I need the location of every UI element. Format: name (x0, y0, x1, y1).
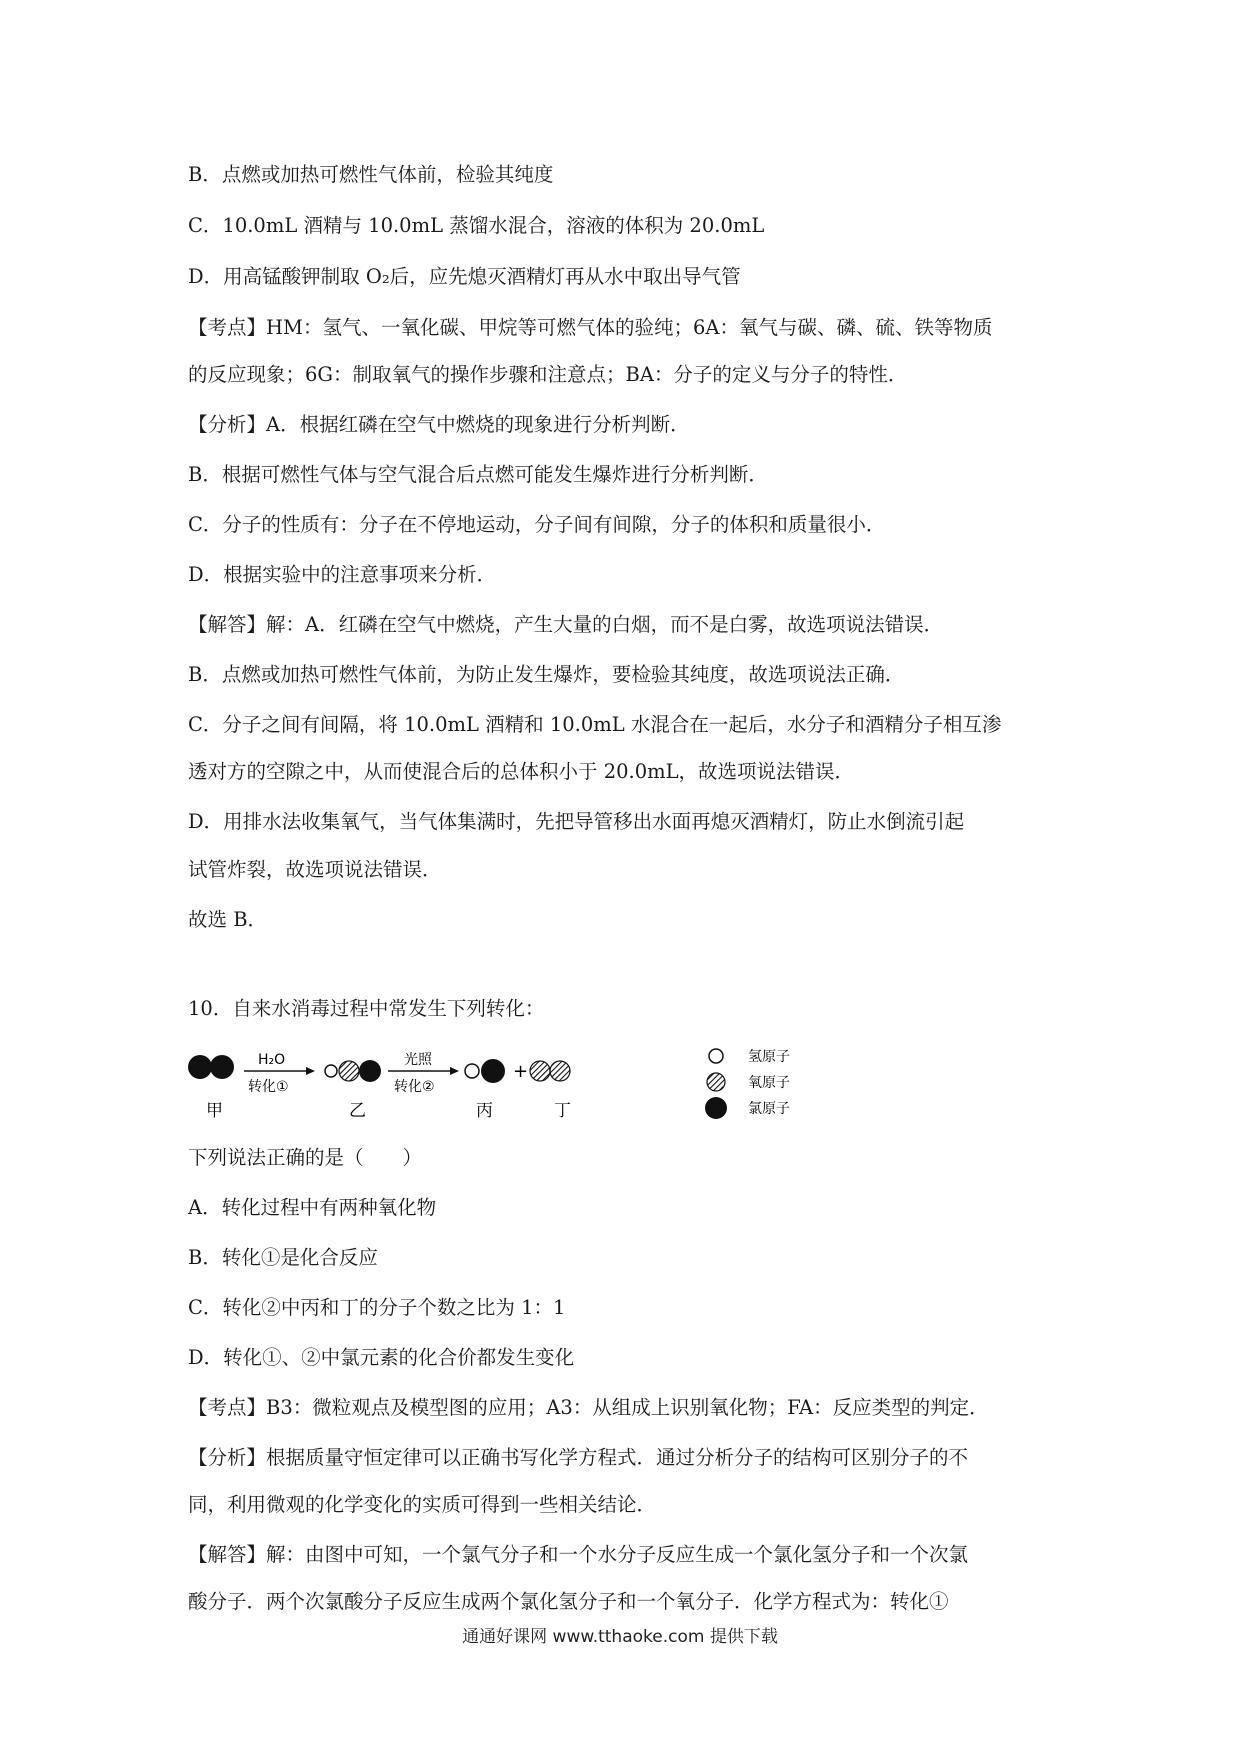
arrow2-top-label: 光照 (404, 1052, 432, 1068)
text-line: 酸分子．两个次氯酸分子反应生成两个氯化氢分子和一个氧分子．化学方程式为：转化① (188, 1590, 949, 1613)
legend-hydrogen: 氢原子 (748, 1049, 790, 1065)
text-line: 透对方的空隙之中，从而使混合后的总体积小于 20.0mL，故选项说法错误． (188, 760, 855, 783)
text-line: 【解答】解：由图中可知，一个氯气分子和一个水分子反应生成一个氯化氢分子和一个次氯 (188, 1543, 969, 1566)
legend (705, 1049, 790, 1119)
label-bing: 丙 (476, 1101, 493, 1120)
text-line: 下列说法正确的是（ ） (188, 1146, 423, 1169)
reaction-diagram (188, 1044, 828, 1120)
text-line: C．10.0mL 酒精与 10.0mL 蒸馏水混合，溶液的体积为 20.0mL (188, 214, 765, 237)
molecule-yi (325, 1060, 381, 1082)
arrow-1 (244, 1067, 315, 1075)
text-line: 故选 B． (188, 908, 268, 931)
text-line: 【分析】A．根据红磷在空气中燃烧的现象进行分析判断． (188, 413, 690, 436)
text-line: C．分子的性质有：分子在不停地运动，分子间有间隙，分子的体积和质量很小． (188, 513, 886, 536)
text-line: D．根据实验中的注意事项来分析． (188, 563, 497, 586)
option-b: B．转化①是化合反应 (188, 1246, 378, 1269)
page-footer: 通通好课网 www.tthaoke.com 提供下载 (462, 1627, 778, 1647)
text-line: B．点燃或加热可燃性气体前，为防止发生爆炸，要检验其纯度，故选项说法正确． (188, 663, 905, 686)
arrow1-bottom-label: 转化① (248, 1079, 289, 1095)
molecule-bing (465, 1059, 505, 1083)
text-line: 【考点】HM：氢气、一氧化碳、甲烷等可燃气体的验纯；6A：氧气与碳、磷、硫、铁等物质 (188, 316, 993, 339)
arrow-2 (388, 1067, 459, 1075)
text-line: 的反应现象；6G：制取氧气的操作步骤和注意点；BA：分子的定义与分子的特性． (188, 363, 908, 386)
molecule-jia (188, 1055, 234, 1079)
text-line: 试管炸裂，故选项说法错误． (188, 858, 442, 881)
arrow1-top-label: H₂O (258, 1052, 286, 1068)
label-ding: 丁 (554, 1101, 571, 1120)
legend-oxygen: 氧原子 (748, 1075, 790, 1091)
text-line: 【分析】根据质量守恒定律可以正确书写化学方程式．通过分析分子的结构可区别分子的不 (188, 1446, 969, 1469)
plus-sign: + (513, 1061, 529, 1082)
molecule-ding (530, 1061, 570, 1081)
text-line: D．用排水法收集氧气，当气体集满时，先把导管移出水面再熄灭酒精灯，防止水倒流引起 (188, 810, 965, 833)
text-line: 【考点】B3：微粒观点及模型图的应用；A3：从组成上识别氧化物；FA：反应类型的判定． (188, 1396, 989, 1419)
text-line: B．根据可燃性气体与空气混合后点燃可能发生爆炸进行分析判断． (188, 463, 768, 486)
text-line: 【解答】解：A．红磷在空气中燃烧，产生大量的白烟，而不是白雾，故选项说法错误． (188, 613, 944, 636)
text-line: 同，利用微观的化学变化的实质可得到一些相关结论． (188, 1493, 657, 1516)
text-line: B．点燃或加热可燃性气体前，检验其纯度 (188, 163, 554, 186)
label-jia: 甲 (206, 1101, 223, 1120)
question-title: 10．自来水消毒过程中常发生下列转化： (188, 997, 545, 1020)
text-line: D．用高锰酸钾制取 O₂后，应先熄灭酒精灯再从水中取出导气管 (188, 265, 741, 288)
option-d: D．转化①、②中氯元素的化合价都发生变化 (188, 1346, 575, 1369)
legend-chlorine: 氯原子 (748, 1101, 790, 1117)
arrow2-bottom-label: 转化② (394, 1079, 435, 1095)
option-c: C．转化②中丙和丁的分子个数之比为 1：1 (188, 1296, 566, 1319)
label-yi: 乙 (349, 1101, 366, 1120)
text-line: C．分子之间有间隔，将 10.0mL 酒精和 10.0mL 水混合在一起后，水分子和酒精分子相互渗 (188, 713, 1002, 736)
option-a: A．转化过程中有两种氧化物 (188, 1196, 437, 1219)
